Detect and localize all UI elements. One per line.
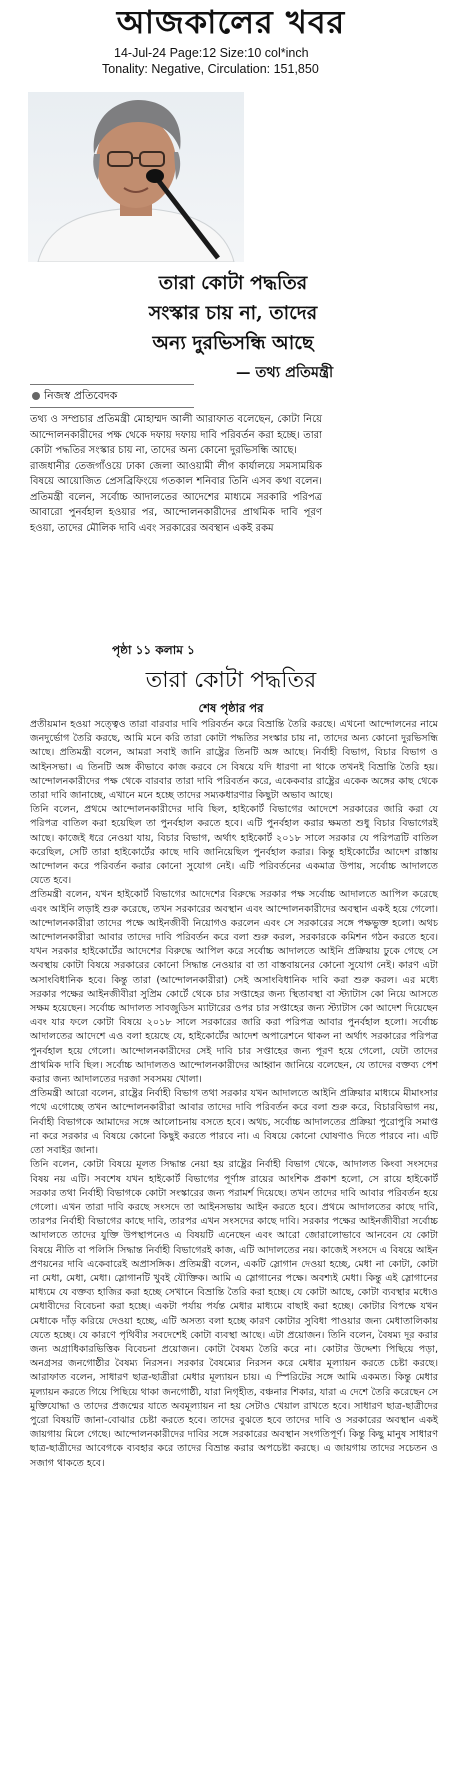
minister-photo: [28, 92, 244, 262]
body-paragraph: প্রতিমন্ত্রী বলেন, যখন হাইকোর্ট বিভাগের আদেশের বিরুদ্ধে সরকার পক্ষ সর্বোচ্চ আদালতে আপিল করেছে এবং আইনি লড়াই শুরু করেছে, তখন সরকারের অবস্থান এবং আন্দোলনকারীদের অবস্থান একই হয়ে গেলো। আন্দোলনকারীরা তাদের পক্ষে আইনজীবী নিয়োগও করলেন এবং সে সরকারের সঙ্গে পক্ষভুক্ত হলো। অথচ আন্দোলনকারীরা আবার তাদের দাবি পরিবর্তন করে বলা শুরু করল, সরকারকে কমিশন গঠন করতে হবে। যখন সরকার হাইকোর্টের আদেশের বিরুদ্ধে আপিল করে সর্বোচ্চ আদালতে আইনি প্রক্রিয়ায় ঢুকে গেছে সে অবস্থায় কোটা বিষয়ে সরকারের কোনো সিদ্ধান্ত নেওয়ার বা তা বাস্তবায়নের কোনো সুযোগ নেই। কারণ এটা অসাংবিধানিক হবে। কিন্তু তারা (আন্দোলনকারীরা) সেই অসাংবিধানিক দাবি করা শুরু করল। এর মধ্যে সরকার পক্ষের আইনজীবীরা সুপ্রিম কোর্টে থেকে চার সপ্তাহের জন্য স্থিতাবস্থা বা স্ট্যাটাস কো নিয়ে আসতে সক্ষম হয়েছেন। সর্বোচ্চ আদালত সাবজুডিস ম্যাটারের ওপর চার সপ্তাহের জন্য স্ট্যাটাস কো আদেশ দিয়েছেন এবং যার ফলে কোটা বিষয়ে ২০১৮ সালে সরকারের জারি করা পরিপত্র আবার পুনর্বহাল হলো। সর্বোচ্চ আদালতের আদেশে এও বলা হয়েছে যে, হাইকোর্টের আদেশ অপারেশনে থাকল না অর্থাৎ সরকারের পরিপত্র পুনর্বহাল হয়ে গেলো। আন্দোলনকারীদের সেই দাবি চার সপ্তাহের জন্য পূরণ হয়ে গেলো, যেটা তাদের প্রাথমিক দাবি ছিল। সর্বোচ্চ আদালতও আন্দোলনকারীদের আহ্বান জানিয়ে বলেছেন, যে তাদের বক্তব্য পেশ করার জন্য আদালতের দরজা সবসময় খোলা।: [30, 889, 438, 1086]
continued-on-page: পৃষ্ঠা ১১ কলাম ১: [112, 643, 195, 657]
headline-line-1: তারা কোটা পদ্ধতির: [158, 272, 308, 294]
continuation-body: [30, 718, 438, 1471]
body-paragraph: তিনি বলেন, প্রথমে আন্দোলনকারীদের দাবি ছিল, হাইকোর্ট বিভাগের আদেশে সরকারের জারি করা যে পরিপত্র বাতিল করা হয়েছিল তা পুনর্বহাল করতে হবে। এটি পুনর্বহাল করার ক্ষমতা শুধু বিচার বিভাগেরই আছে। কাজেই ধরে নেওয়া যায়, বিচার বিভাগ, অর্থাৎ হাইকোর্ট ২০১৮ সালে সরকার যে পরিপত্রটি বাতিল করেছিল, সেটি তারা হাইকোর্টের কাছে দাবি জানিয়েছিল পুনর্বহাল করার। কিন্তু হাইকোর্টের আদেশ রাস্তায় আন্দোলন করে পরিবর্তন করার কোনো সুযোগ নেই। এটি পরিবর্তনের একমাত্র উপায়, সর্বোচ্চ আদালতে যেতে হবে।: [30, 804, 438, 887]
first-column-body: [30, 412, 322, 536]
continuation-title: তারা কোটা পদ্ধতির: [145, 668, 317, 693]
reporter-byline: [30, 384, 194, 408]
body-paragraph: প্রতীয়মান হওয়া সত্ত্বেও তারা বারবার দাবি পরিবর্তন করে বিভ্রান্তি তৈরি করছে। এখনো আন্দোলনের নামে জনদুর্ভোগ তৈরি করছে, আমি মনে করি তারা কোটা পদ্ধতির সংস্কার চায় না, তাদের অন্য কোনো দুরভিসন্ধি আছে। প্রতিমন্ত্রী বলেন, আমরা সবাই জানি রাষ্ট্রের তিনটি অঙ্গ আছে। নির্বাহী বিভাগ, বিচার বিভাগ ও আইনসভা। এ তিনটি অঙ্গ কীভাবে কাজ করবে সে বিষয়ে যদি ধারণা না থাকে তখনই বিভ্রান্তি তৈরি হয়। আন্দোলনকারীদের পক্ষ থেকে বারবার তারা দাবি পরিবর্তন করে, একেকবার রাষ্ট্রের একেক অঙ্গের কাছ থেকে তারা দাবি জানাচ্ছে, এখানে মনে হচ্ছে তাদের সম্যকধারণার কিছুটা অভাব আছে।: [30, 719, 438, 802]
body-paragraph: রাজধানীর তেজগাঁওয়ে ঢাকা জেলা আওয়ামী লীগ কার্যালয়ে সমসাময়িক বিষয়ে আয়োজিত প্রেসব্রিফিংয়ে গতকাল শনিবার তিনি এসব কথা বলেন। প্রতিমন্ত্রী বলেন, সর্বোচ্চ আদালতের আদেশের মাধ্যমে সরকারি পরিপত্র আবারো পুনর্বহাল হওয়ার পর, আন্দোলনকারীদের প্রাথমিক দাবি পূরণ হওয়া, তাদের মৌলিক দাবি এবং সরকারের অবস্থান একই রকম: [30, 460, 322, 534]
continuation-label: শেষ পৃষ্ঠার পর: [198, 701, 264, 715]
body-paragraph: তথ্য ও সম্প্রচার প্রতিমন্ত্রী মোহাম্মদ আলী আরাফাত বলেছেন, কোটা নিয়ে আন্দোলনকারীদের পক্ষ থেকে দফায় দফায় দাবি পরিবর্তন করা হচ্ছে। তারা কোটা পদ্ধতির সংস্কার চায় না, তাদের অন্য কোনো দুরভিসন্ধি আছে।: [30, 414, 322, 456]
bullet-icon: [32, 392, 40, 400]
newspaper-masthead: আজকালের খবর: [116, 3, 346, 41]
headline-attribution: — তথ্য প্রতিমন্ত্রী: [236, 364, 334, 381]
body-paragraph: প্রতিমন্ত্রী আরো বলেন, রাষ্ট্রের নির্বাহী বিভাগ তথা সরকার যখন আদালতে আইনি প্রক্রিয়ার মাধ্যমে মীমাংসার পথে এগোচ্ছে তখন আন্দোলনকারীরা আবার তাদের দাবি পরিবর্তন করে বলা শুরু করে, বিচারবিভাগ নয়, নির্বাহী বিভাগকে আমাদের সঙ্গে আলোচনায় বসতে হবে। অথচ, সর্বোচ্চ আদালতের প্রক্রিয়া পুরোপুরি সমাপ্ত না করে সরকার এ বিষয়ে কোনো কিছুই করতে পারবে না। এ বিষয়ে কোনো ঘোষণাও দিতে পারবে না। এটি তো সবাইর জানা।: [30, 1088, 438, 1157]
headline-line-3: অন্য দুরভিসন্ধি আছে: [152, 332, 314, 354]
clipping-meta-size: 14-Jul-24 Page:12 Size:10 col*inch: [114, 46, 309, 60]
clipping-meta-tonality: Tonality: Negative, Circulation: 151,850: [102, 62, 319, 76]
headline-line-2: সংস্কার চায় না, তাদের: [148, 302, 318, 324]
reporter-name: নিজস্ব প্রতিবেদক: [44, 389, 118, 402]
body-paragraph: তিনি বলেন, কোটা বিষয়ে মূলত সিদ্ধান্ত নেয়া হয় রাষ্ট্রের নির্বাহী বিভাগ থেকে, আদালত কিংবা সংসদের বিষয় নয় এটি। সবশেষ যখন হাইকোর্ট বিভাগের পূর্ণাঙ্গ রায়ের আংশিক প্রকাশ হলো, সে রায়ে হাইকোর্ট সরকার তথা নির্বাহী বিভাগকে কোটা সংস্কারের জন্য পরামর্শ দিয়েছে। তখন তাদের দাবি আবার পরিবর্তন হয়ে গেলো। এখন তারা দাবি করছে সংসদে তা আইনসভায় আইন করতে হবে। প্রথমে আদালতের কাছে দাবি, তারপর নির্বাহী বিভাগের কাছে দাবি, তারপর এখন সংসদের কাছে দাবি। সরকার পক্ষের আইনজীবীরা সর্বোচ্চ আদালতে তাদের যুক্তি উপস্থাপনেও এ বিষয়টি এনেছেন এবং আরো জোরালোভাবে আনবেন যে কোটা বিষয়ে নীতি বা পলিসি সিদ্ধান্ত নির্বাহী বিভাগেরই কাজ, এটি আদালতের নয়। কাজেই সংসদে এ বিষয়ে আইন প্রণয়নের দাবি একেবারেই অপ্রাসঙ্গিক। প্রতিমন্ত্রী বলেন, একটি স্লোগান দেওয়া হচ্ছে, মেধা না কোটা, কোটা না মেধা, মেধা, মেধা। স্লোগানটি খুবই যৌক্তিক। আমি এ স্লোগানের পক্ষে। অবশ্যই মেধা। কিন্তু এই স্লোগানের মাধ্যমে যে বক্তব্য হাজির করা হচ্ছে সেখানে বিভ্রান্তি তৈরি করা হচ্ছে। যে কোটা আছে, কোটা ব্যবস্থার মধ্যেও মেধাবীদের বিবেচনা করা হচ্ছে। একটা পর্যায় পর্যন্ত মেধার মাধ্যমে বাছাই করা হচ্ছে। কোটার বিপক্ষে যখন মেধাকে দাঁড় করিয়ে দেওয়া হচ্ছে, এটি অসত্য বলা হচ্ছে কারণ কোটার সুবিধা পাওয়ার জন্য মেধাতালিকায় যেতে হচ্ছে। যে কারণে পৃথিবীর সবদেশেই কোটা ব্যবস্থা আছে। এটা প্রয়োজন। তিনি বলেন, বৈষম্য দূর করার জন্য অগ্রাধিকারভিত্তিক বিবেচনা প্রয়োজন। কোটা বৈষম্য তৈরি করে না। কোটার উদ্দেশ্য পিছিয়ে পড়া, অনগ্রসর জনগোষ্ঠীর বৈষম্য নিরসন। সরকার বৈষম্যের নিরসন করে মেধার মূল্যায়ন করতে চেষ্টা করছে। আরাফাত বলেন, সাধারণ ছাত্র-ছাত্রীরা মেধার মূল্যায়ন চায়। এ স্পিরিটের সঙ্গে আমি একমত। কিন্তু মেধার মূল্যায়ন করতে গিয়ে পিছিয়ে থাকা জনগোষ্ঠী, যারা নিগৃহীত, বঞ্চনার শিকার, যারা এ দেশে তৈরি করেছেন সে মুক্তিযোদ্ধা ও তাদের প্রজন্মের যাতে অবমূল্যায়ন না হয় সেটাও খেয়াল রাখতে হবে। সাধারণ ছাত্র-ছাত্রীদের পুরো বিষয়টি জানা-বোঝার চেষ্টা করতে হবে। তাদের বুঝতে হবে তাদের দাবি ও সরকারের অবস্থান একই জায়গায় মিলে গেছে। আন্দোলনকারীদের দাবির সঙ্গে সরকারের অবস্থান সংগতিপূর্ণ। কিন্তু কিছু মানুষ সাধারণ ছাত্র-ছাত্রীদের আবেগকে ব্যবহার করে তাদের বিভ্রান্ত করার অপচেষ্টা করছে। এ জায়গায় তাদের সচেতন ও সজাগ থাকতে হবে।: [30, 1159, 438, 1469]
